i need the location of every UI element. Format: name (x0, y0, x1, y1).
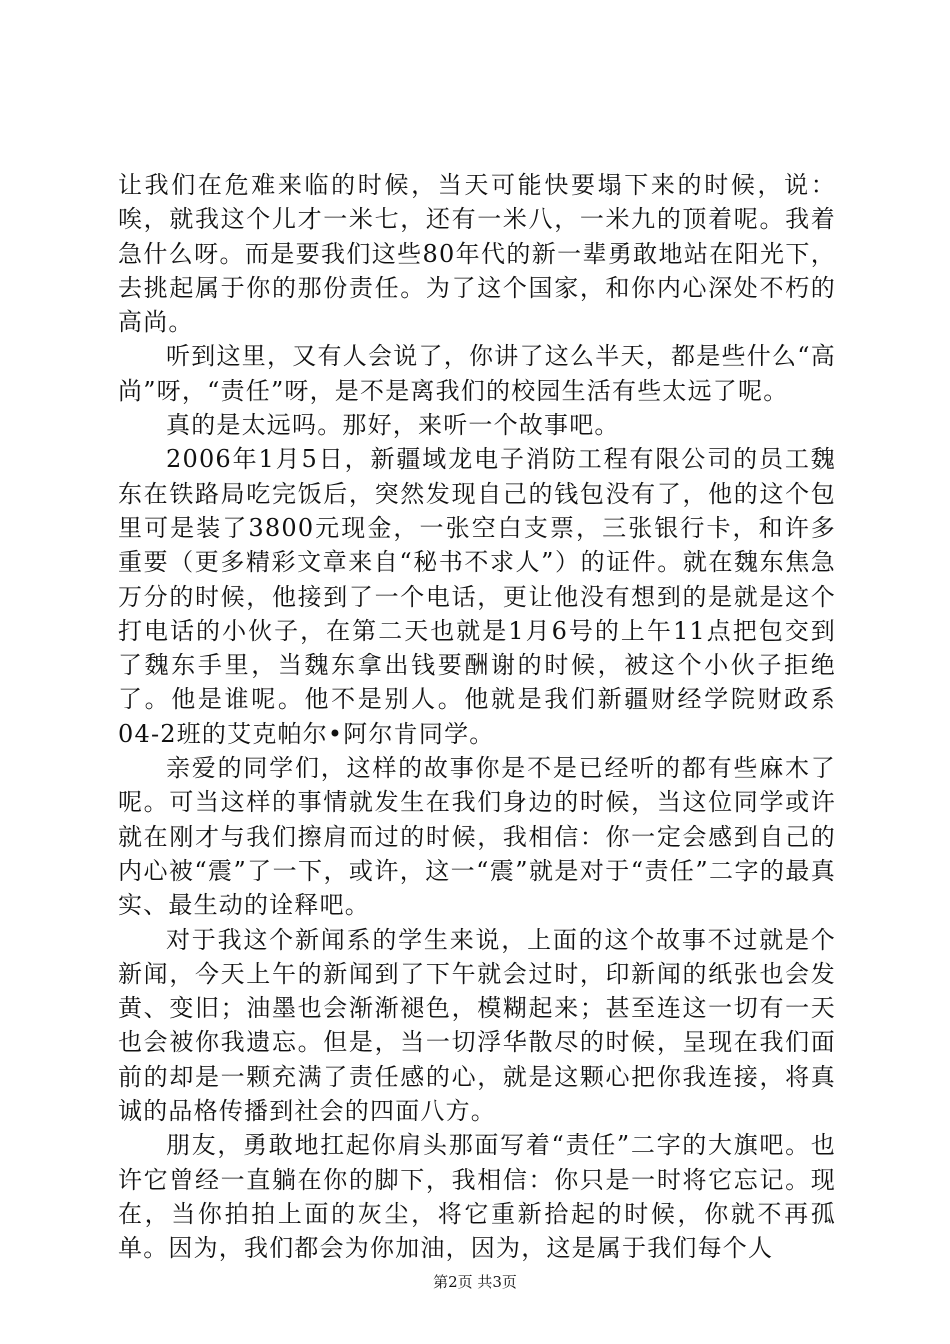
paragraph-6: 对于我这个新闻系的学生来说，上面的这个故事不过就是个新闻，今天上午的新闻到了下午就会过时，印新闻的纸张也会发黄、变旧；油墨也会渐渐褪色，模糊起来；甚至连这一切有一天也会被你我遗忘。但是，当一切浮华散尽的时候，呈现在我们面前的却是一颗充满了责任感的心，就是这颗心把你我连接，将真诚的品格传播到社会的四面八方。 (118, 925, 836, 1126)
paragraph-5: 亲爱的同学们，这样的故事你是不是已经听的都有些麻木了呢。可当这样的事情就发生在我们身边的时候，当这位同学或许就在刚才与我们擦肩而过的时候，我相信：你一定会感到自己的内心被“震”了一下，或许，这一“震”就是对于“责任”二字的最真实、最生动的诠释吧。 (118, 754, 836, 920)
paragraph-7: 朋友，勇敢地扛起你肩头那面写着“责任”二字的大旗吧。也许它曾经一直躺在你的脚下，我相信：你只是一时将它忘记。现在，当你拍拍上面的灰尘，将它重新拾起的时候，你就不再孤单。因为，我们都会为你加油，因为，这是属于我们每个人 (118, 1131, 836, 1263)
paragraph-2: 听到这里，又有人会说了，你讲了这么半天，都是些什么“高尚”呀，“责任”呀，是不是离我们的校园生活有些太远了呢。 (118, 342, 836, 405)
paragraph-4: 2006年1月5日，新疆域龙电子消防工程有限公司的员工魏东在铁路局吃完饭后，突然发现自己的钱包没有了，他的这个包里可是装了3800元现金，一张空白支票，三张银行卡，和许多重要（更多精彩文章来自“秘书不求人”）的证件。就在魏东焦急万分的时候，他接到了一个电话，更让他没有想到的是就是这个打电话的小伙子，在第二天也就是1月6号的上午11点把包交到了魏东手里，当魏东拿出钱要酬谢的时候，被这个小伙子拒绝了。他是谁呢。他不是别人。他就是我们新疆财经学院财政系04-2班的艾克帕尔•阿尔肯同学。 (118, 445, 836, 748)
page-footer: 第2页 共3页 (433, 1273, 517, 1291)
paragraph-3: 真的是太远吗。那好，来听一个故事吧。 (166, 411, 620, 440)
paragraph-1: 让我们在危难来临的时候，当天可能快要塌下来的时候，说：唉，就我这个儿才一米七，还有一米八，一米九的顶着呢。我着急什么呀。而是要我们这些80年代的新一辈勇敢地站在阳光下，去挑起属于你的那份责任。为了这个国家，和你内心深处不朽的高尚。 (118, 171, 836, 337)
body-text (118, 168, 836, 1266)
